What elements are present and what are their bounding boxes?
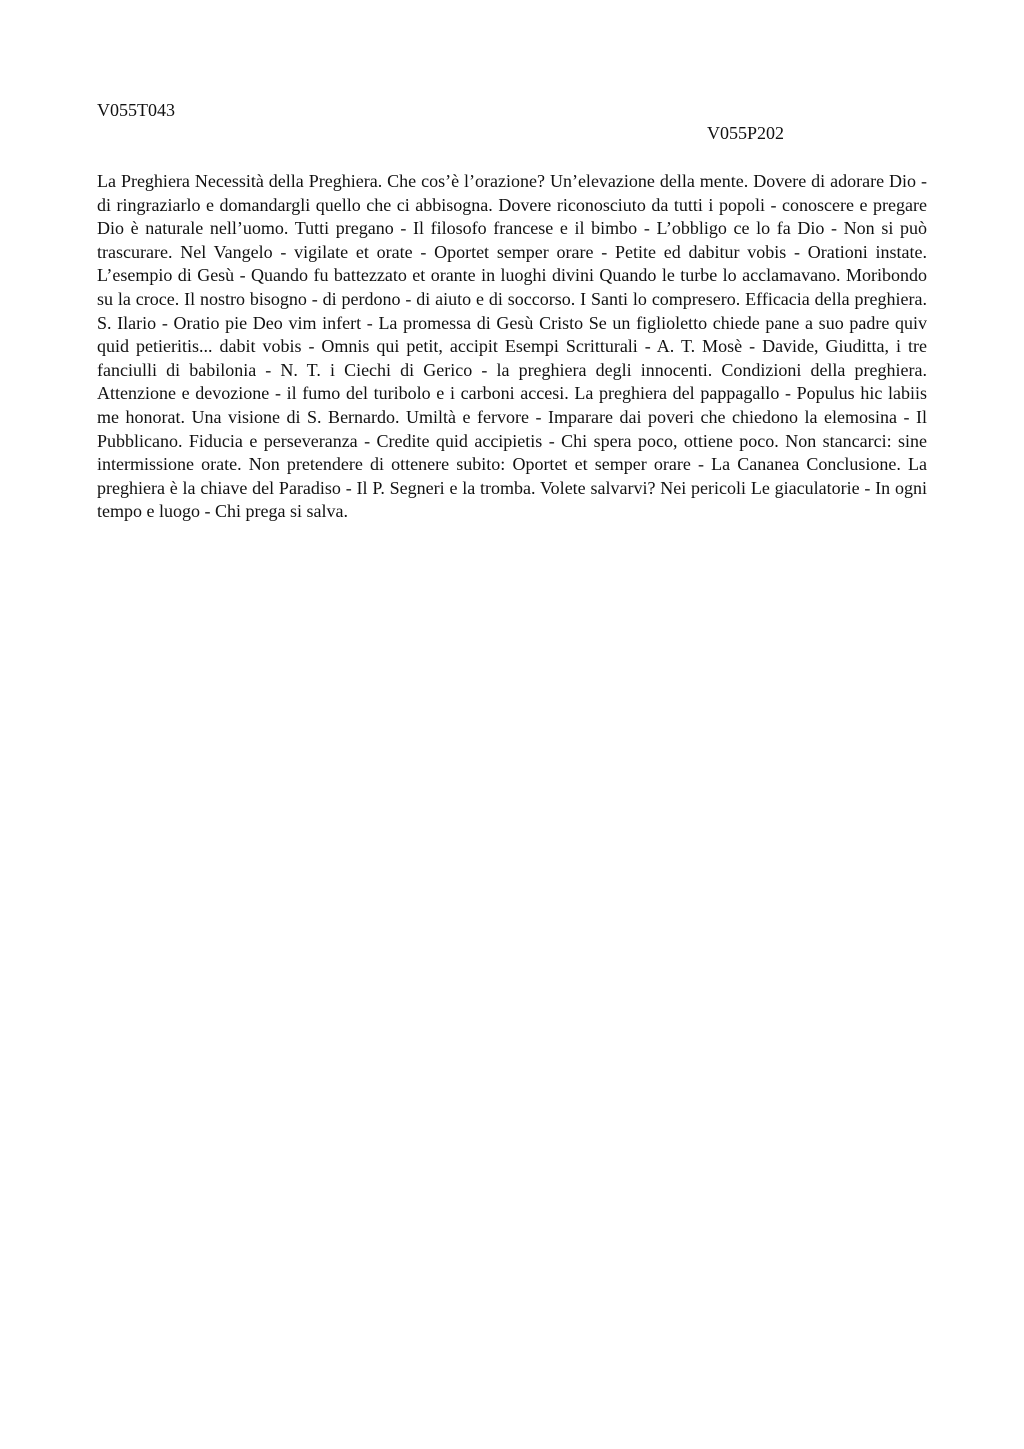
document-id: V055T043 (97, 100, 175, 120)
body-paragraph: La Preghiera Necessità della Preghiera. Che cos’è l’orazione? Un’elevazione della mente. Dovere di adorare Dio - di ringraziarlo e domandargli quello che ci abbisogna. Dovere riconosciuto da tutti i popoli - conoscere e pregare Dio è naturale nell’uomo. Tutti pregano - Il filosofo francese e il bimbo - L’obbligo ce lo fa Dio - Non si può trascurare. Nel Vangelo - vigilate et orate - Oportet semper orare - Petite ed dabitur vobis - Orationi instate. L’esempio di Gesù - Quando fu battezzato et orante in luoghi divini Quando le turbe lo acclamavano. Moribondo su la croce. Il nostro bisogno - di perdono - di aiuto e di soccorso. I Santi lo compresero. Efficacia della preghiera. S. Ilario - Oratio pie Deo vim infert - La promessa di Gesù Cristo Se un figlioletto chiede pane a suo padre quiv quid petieritis... dabit vobis - Omnis qui petit, accipit Esempi Scritturali - A. T. Mosè - Davide, Giuditta, i tre fanciulli di babilonia - N. T. i Ciechi di Gerico - la preghiera degli innocenti. Condizioni della preghiera. Attenzione e devozione - il fumo del turibolo e i carboni accesi. La preghiera del pappagallo - Populus hic labiis me honorat. Una visione di S. Bernardo. Umiltà e fervore - Imparare dai poveri che chiedono la elemosina - Il Pubblicano. Fiducia e perseveranza - Credite quid accipietis - Chi spera poco, ottiene poco. Non stancarci: sine intermissione orate. Non pretendere di ottenere subito: Oportet et semper orare - La Cananea Conclusione. La preghiera è la chiave del Paradiso - Il P. Segneri e la tromba. Volete salvarvi? Nei pericoli Le giaculatorie - In ogni tempo e luogo - Chi prega si salva. (97, 171, 927, 522)
page-id: V055P202 (707, 123, 785, 143)
